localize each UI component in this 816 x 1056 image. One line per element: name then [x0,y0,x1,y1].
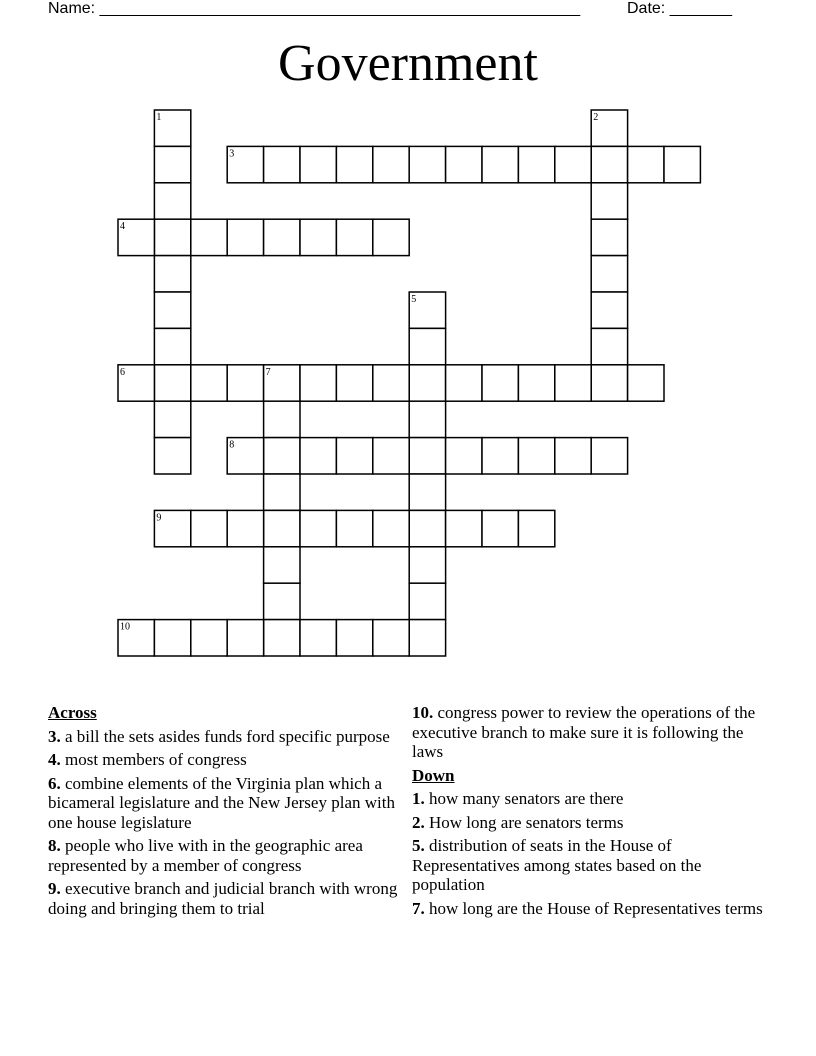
grid-cell[interactable] [191,219,227,255]
grid-cell[interactable] [154,292,190,328]
grid-cell[interactable] [409,365,445,401]
grid-cell[interactable] [373,219,409,255]
grid-cell[interactable] [591,438,627,474]
grid-cell[interactable] [446,438,482,474]
grid-cell[interactable] [409,401,445,437]
grid-cell[interactable] [264,474,300,510]
grid-cell[interactable] [154,365,190,401]
grid-cell[interactable] [154,183,190,219]
grid-cell[interactable] [591,292,627,328]
grid-cell[interactable] [555,365,591,401]
grid-cell[interactable] [409,583,445,619]
grid-cell[interactable] [518,510,554,546]
grid-cell[interactable] [518,146,554,182]
grid-cell[interactable] [264,146,300,182]
clues-column-right [412,703,772,922]
grid-cell[interactable] [591,365,627,401]
grid-cell[interactable] [591,256,627,292]
grid-cell[interactable] [482,438,518,474]
grid-cell[interactable] [446,365,482,401]
clue-number-3: 3 [229,148,235,160]
grid-cell[interactable] [409,146,445,182]
clue-number-7: 7 [265,366,271,378]
grid-cell[interactable] [154,256,190,292]
grid-cell[interactable] [373,146,409,182]
grid-cell[interactable] [300,510,336,546]
grid-cell[interactable] [664,146,700,182]
page-title: Government [278,35,538,92]
grid-cell[interactable] [555,438,591,474]
grid-cell[interactable] [154,219,190,255]
grid-cell[interactable] [409,547,445,583]
grid-cell[interactable] [336,620,372,656]
grid-cell[interactable] [336,438,372,474]
clue-number-6: 6 [120,366,125,378]
grid-cell[interactable] [154,328,190,364]
grid-cell[interactable] [154,438,190,474]
grid-cell[interactable] [191,510,227,546]
grid-cell[interactable] [336,146,372,182]
grid-cell[interactable] [446,146,482,182]
clue-across-8: 8. people who live with in the geographic area represented by a member of congress [48,836,363,875]
grid-cell[interactable] [518,438,554,474]
grid-cell[interactable] [409,474,445,510]
clue-across-4: 4. most members of congress [48,750,247,769]
clue-across-10: 10. congress power to review the operations of the executive branch to make sure it is following the laws [412,703,756,761]
clue-down-5: 5. distribution of seats in the House of Representatives among states based on the population [412,836,702,894]
grid-cell[interactable] [264,438,300,474]
grid-cell[interactable] [264,219,300,255]
clue-number-2: 2 [593,112,599,123]
name-field[interactable]: Name: ______________________________________________________ [48,0,581,17]
clue-across-9: 9. executive branch and judicial branch with wrong doing and bringing them to trial [48,879,398,918]
clue-across-6: 6. combine elements of the Virginia plan which a bicameral legislature and the New Jersey plan with one house legislature [48,773,395,832]
grid-cell[interactable] [191,620,227,656]
grid-cell[interactable] [591,146,627,182]
grid-cell[interactable] [482,365,518,401]
grid-cell[interactable] [409,510,445,546]
grid-cell[interactable] [264,401,300,437]
grid-cell[interactable] [628,365,664,401]
grid-cell[interactable] [518,365,554,401]
grid-cell[interactable] [227,219,263,255]
down-heading: Down [412,765,455,785]
grid-cell[interactable] [264,547,300,583]
grid-cell[interactable] [264,510,300,546]
grid-cell[interactable] [482,510,518,546]
grid-cell[interactable] [300,620,336,656]
grid-cell[interactable] [154,401,190,437]
across-heading: Across [48,703,97,722]
clues-column-left [48,703,400,922]
grid-cell[interactable] [227,510,263,546]
grid-cell[interactable] [227,365,263,401]
grid-cell[interactable] [336,219,372,255]
grid-cell[interactable] [300,365,336,401]
clue-number-8: 8 [229,439,235,451]
grid-cell[interactable] [191,365,227,401]
grid-cell[interactable] [264,620,300,656]
clue-number-9: 9 [156,512,162,524]
grid-cell[interactable] [300,219,336,255]
grid-cell[interactable] [409,438,445,474]
grid-cell[interactable] [336,365,372,401]
grid-cell[interactable] [336,510,372,546]
grid-cell[interactable] [373,365,409,401]
grid-cell[interactable] [555,146,591,182]
grid-cell[interactable] [409,620,445,656]
grid-cell[interactable] [373,438,409,474]
grid-cell[interactable] [300,146,336,182]
grid-cell[interactable] [628,146,664,182]
grid-cell[interactable] [591,219,627,255]
grid-cell[interactable] [482,146,518,182]
grid-cell[interactable] [373,510,409,546]
grid-cell[interactable] [264,583,300,619]
grid-cell[interactable] [591,183,627,219]
grid-cell[interactable] [154,620,190,656]
date-field[interactable]: Date: _______ [627,0,732,17]
clue-across-3: 3. a bill the sets asides funds ford specific purpose [48,726,390,746]
clue-number-10: 10 [120,621,130,633]
clue-number-4: 4 [120,221,125,233]
grid-cell[interactable] [300,438,336,474]
clue-down-7: 7. how long are the House of Representatives terms [412,898,763,918]
grid-cell[interactable] [227,620,263,656]
grid-cell[interactable] [446,510,482,546]
clue-down-2: 2. How long are senators terms [412,812,624,832]
grid-cell[interactable] [373,620,409,656]
grid-cell[interactable] [591,328,627,364]
clue-number-1: 1 [156,112,162,123]
clue-number-5: 5 [411,294,417,305]
grid-cell[interactable] [409,328,445,364]
clue-down-1: 1. how many senators are there [412,789,624,808]
grid-cell[interactable] [154,146,190,182]
